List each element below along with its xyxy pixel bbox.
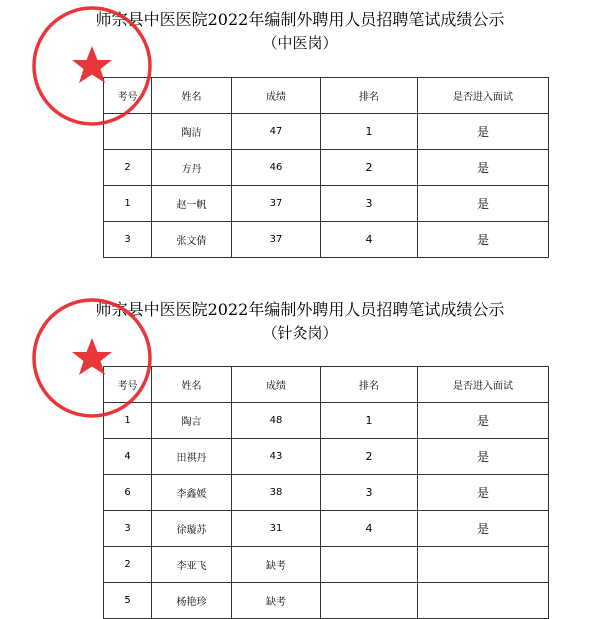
cell-score: 缺考 bbox=[232, 583, 321, 619]
cell-exam-number: 2 bbox=[104, 547, 152, 583]
header-exam-number: 考号 bbox=[104, 367, 152, 403]
section-2-title: 师宗县中医医院2022年编制外聘用人员招聘笔试成绩公示 bbox=[95, 300, 505, 319]
cell-interview: 是 bbox=[418, 403, 549, 439]
cell-interview: 是 bbox=[418, 511, 549, 547]
cell-exam-number: 1 bbox=[104, 403, 152, 439]
cell-rank: 4 bbox=[321, 511, 418, 547]
cell-score: 37 bbox=[232, 186, 321, 222]
header-interview: 是否进入面试 bbox=[418, 367, 549, 403]
table-header-row bbox=[104, 367, 549, 403]
header-exam-number: 考号 bbox=[104, 78, 152, 114]
cell-exam-number: 3 bbox=[104, 222, 152, 258]
cell-interview: 是 bbox=[418, 186, 549, 222]
cell-name: 李鑫媛 bbox=[152, 475, 232, 511]
cell-rank bbox=[321, 547, 418, 583]
header-name: 姓名 bbox=[152, 367, 232, 403]
table-row bbox=[104, 439, 549, 475]
table-header-row bbox=[104, 78, 549, 114]
cell-score: 37 bbox=[232, 222, 321, 258]
table-row bbox=[104, 547, 549, 583]
cell-name: 杨艳珍 bbox=[152, 583, 232, 619]
cell-name: 李亚飞 bbox=[152, 547, 232, 583]
cell-name: 张文倩 bbox=[152, 222, 232, 258]
cell-score: 38 bbox=[232, 475, 321, 511]
cell-rank: 3 bbox=[321, 475, 418, 511]
cell-score: 46 bbox=[232, 150, 321, 186]
header-rank: 排名 bbox=[321, 367, 418, 403]
cell-name: 徐璇苏 bbox=[152, 511, 232, 547]
cell-rank: 2 bbox=[321, 439, 418, 475]
cell-exam-number: 2 bbox=[104, 150, 152, 186]
table-row bbox=[104, 186, 549, 222]
section-1-subtitle: （中医岗） bbox=[262, 34, 338, 52]
table-row bbox=[104, 475, 549, 511]
cell-rank: 1 bbox=[321, 114, 418, 150]
cell-exam-number: 1 bbox=[104, 186, 152, 222]
header-interview: 是否进入面试 bbox=[418, 78, 549, 114]
cell-rank: 3 bbox=[321, 186, 418, 222]
cell-rank bbox=[321, 583, 418, 619]
cell-name: 陶言 bbox=[152, 403, 232, 439]
results-table-zhongyi bbox=[103, 77, 549, 258]
cell-rank: 2 bbox=[321, 150, 418, 186]
cell-name: 方丹 bbox=[152, 150, 232, 186]
cell-exam-number: 3 bbox=[104, 511, 152, 547]
header-name: 姓名 bbox=[152, 78, 232, 114]
cell-interview bbox=[418, 583, 549, 619]
cell-score: 48 bbox=[232, 403, 321, 439]
header-score: 成绩 bbox=[232, 367, 321, 403]
cell-interview: 是 bbox=[418, 114, 549, 150]
cell-interview: 是 bbox=[418, 150, 549, 186]
table-row bbox=[104, 222, 549, 258]
cell-rank: 1 bbox=[321, 403, 418, 439]
cell-score: 缺考 bbox=[232, 547, 321, 583]
cell-exam-number: 6 bbox=[104, 475, 152, 511]
header-score: 成绩 bbox=[232, 78, 321, 114]
section-2-subtitle: （针灸岗） bbox=[262, 324, 338, 342]
table-row bbox=[104, 150, 549, 186]
cell-score: 43 bbox=[232, 439, 321, 475]
header-rank: 排名 bbox=[321, 78, 418, 114]
table-row bbox=[104, 114, 549, 150]
results-table-zhenjiu bbox=[103, 366, 549, 619]
section-1-title: 师宗县中医医院2022年编制外聘用人员招聘笔试成绩公示 bbox=[95, 10, 505, 29]
cell-name: 田祺丹 bbox=[152, 439, 232, 475]
cell-score: 47 bbox=[232, 114, 321, 150]
cell-interview: 是 bbox=[418, 222, 549, 258]
cell-rank: 4 bbox=[321, 222, 418, 258]
cell-exam-number: 5 bbox=[104, 583, 152, 619]
table-row bbox=[104, 511, 549, 547]
table-row bbox=[104, 583, 549, 619]
cell-name: 赵一帆 bbox=[152, 186, 232, 222]
cell-exam-number bbox=[104, 114, 152, 150]
cell-exam-number: 4 bbox=[104, 439, 152, 475]
table-row bbox=[104, 403, 549, 439]
cell-interview bbox=[418, 547, 549, 583]
cell-interview: 是 bbox=[418, 475, 549, 511]
cell-interview: 是 bbox=[418, 439, 549, 475]
cell-score: 31 bbox=[232, 511, 321, 547]
cell-name: 陶洁 bbox=[152, 114, 232, 150]
